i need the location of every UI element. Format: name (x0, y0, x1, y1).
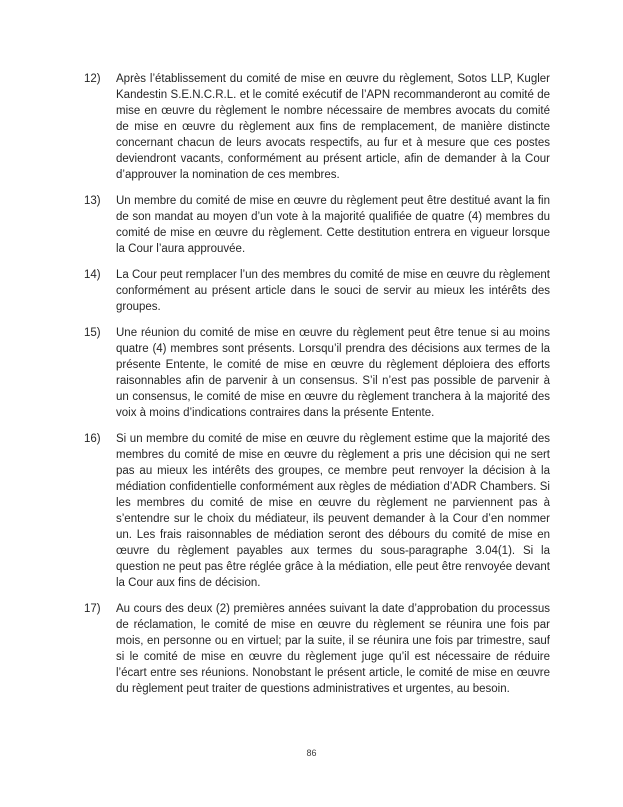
paragraph-text: Au cours des deux (2) premières années suivant la date d’approbation du processus de réclamation, le comité de mise en œuvre du règlement se réunira une fois par mois, en personne ou en virtuel; par la suite, il se réunira une fois par trimestre, sauf si le comité de mise en œuvre du règlement juge qu’il est nécessaire de réduire l’écart entre ses réunions. Nonobstant le présent article, le comité de mise en œuvre du règlement peut traiter de questions administratives et urgentes, au besoin. (116, 603, 550, 695)
paragraph-number: 14) (84, 269, 101, 281)
paragraph-14 (84, 267, 550, 315)
paragraph-number: 16) (84, 433, 101, 445)
paragraph-number: 17) (84, 603, 101, 615)
paragraph-12 (84, 71, 550, 183)
paragraph-17 (84, 601, 550, 697)
paragraph-list (84, 71, 550, 707)
paragraph-text: Si un membre du comité de mise en œuvre du règlement estime que la majorité des membres du comité de mise en œuvre du règlement a pris une décision qui ne sert pas au mieux les intérêts des groupes, ce membre peut renvoyer la décision à la médiation confidentielle conformément aux règles de médiation d’ADR Chambers. Si les membres du comité de mise en œuvre du règlement ne parviennent pas à s’entendre sur le choix du médiateur, ils peuvent demander à la Cour d’en nommer un. Les frais raisonnables de médiation seront des débours du comité de mise en œuvre du règlement payables aux termes du sous-paragraphe 3.04(1). Si la question ne peut pas être réglée grâce à la médiation, elle peut être renvoyée devant la Cour aux fins de décision. (116, 433, 550, 589)
page-number: 86 (306, 748, 317, 758)
paragraph-text: Après l’établissement du comité de mise en œuvre du règlement, Sotos LLP, Kugler Kandestin S.E.N.C.R.L. et le comité exécutif de l’APN recommanderont au comité de mise en œuvre du règlement le nombre nécessaire de membres avocats du comité de mise en œuvre du règlement aux fins de remplacement, de manière distincte concernant chacun de leurs avocats respectifs, au fur et à mesure que ces postes deviendront vacants, conformément au présent article, afin de demander à la Cour d’approuver la nomination de ces membres. (116, 73, 550, 181)
paragraph-number: 15) (84, 327, 101, 339)
paragraph-text: Une réunion du comité de mise en œuvre du règlement peut être tenue si au moins quatre (4) membres sont présents. Lorsqu’il prendra des décisions aux termes de la présente Entente, le comité de mise en œuvre du règlement déploiera des efforts raisonnables afin de parvenir à un consensus. S’il n’est pas possible de parvenir à un consensus, le comité de mise en œuvre du règlement tranchera à la majorité des voix à moins d’indications contraires dans la présente Entente. (116, 327, 550, 419)
paragraph-text: La Cour peut remplacer l’un des membres du comité de mise en œuvre du règlement conformément au présent article dans le souci de servir au mieux les intérêts des groupes. (116, 269, 551, 313)
paragraph-text: Un membre du comité de mise en œuvre du règlement peut être destitué avant la fin de son mandat au moyen d’un vote à la majorité qualifiée de quatre (4) membres du comité de mise en œuvre du règlement. Cette destitution entrera en vigueur lorsque la Cour l’aura approuvée. (116, 195, 550, 255)
paragraph-number: 13) (84, 195, 101, 207)
paragraph-number: 12) (84, 73, 101, 85)
paragraph-16 (84, 431, 550, 591)
paragraph-13 (84, 193, 550, 257)
paragraph-15 (84, 325, 550, 421)
